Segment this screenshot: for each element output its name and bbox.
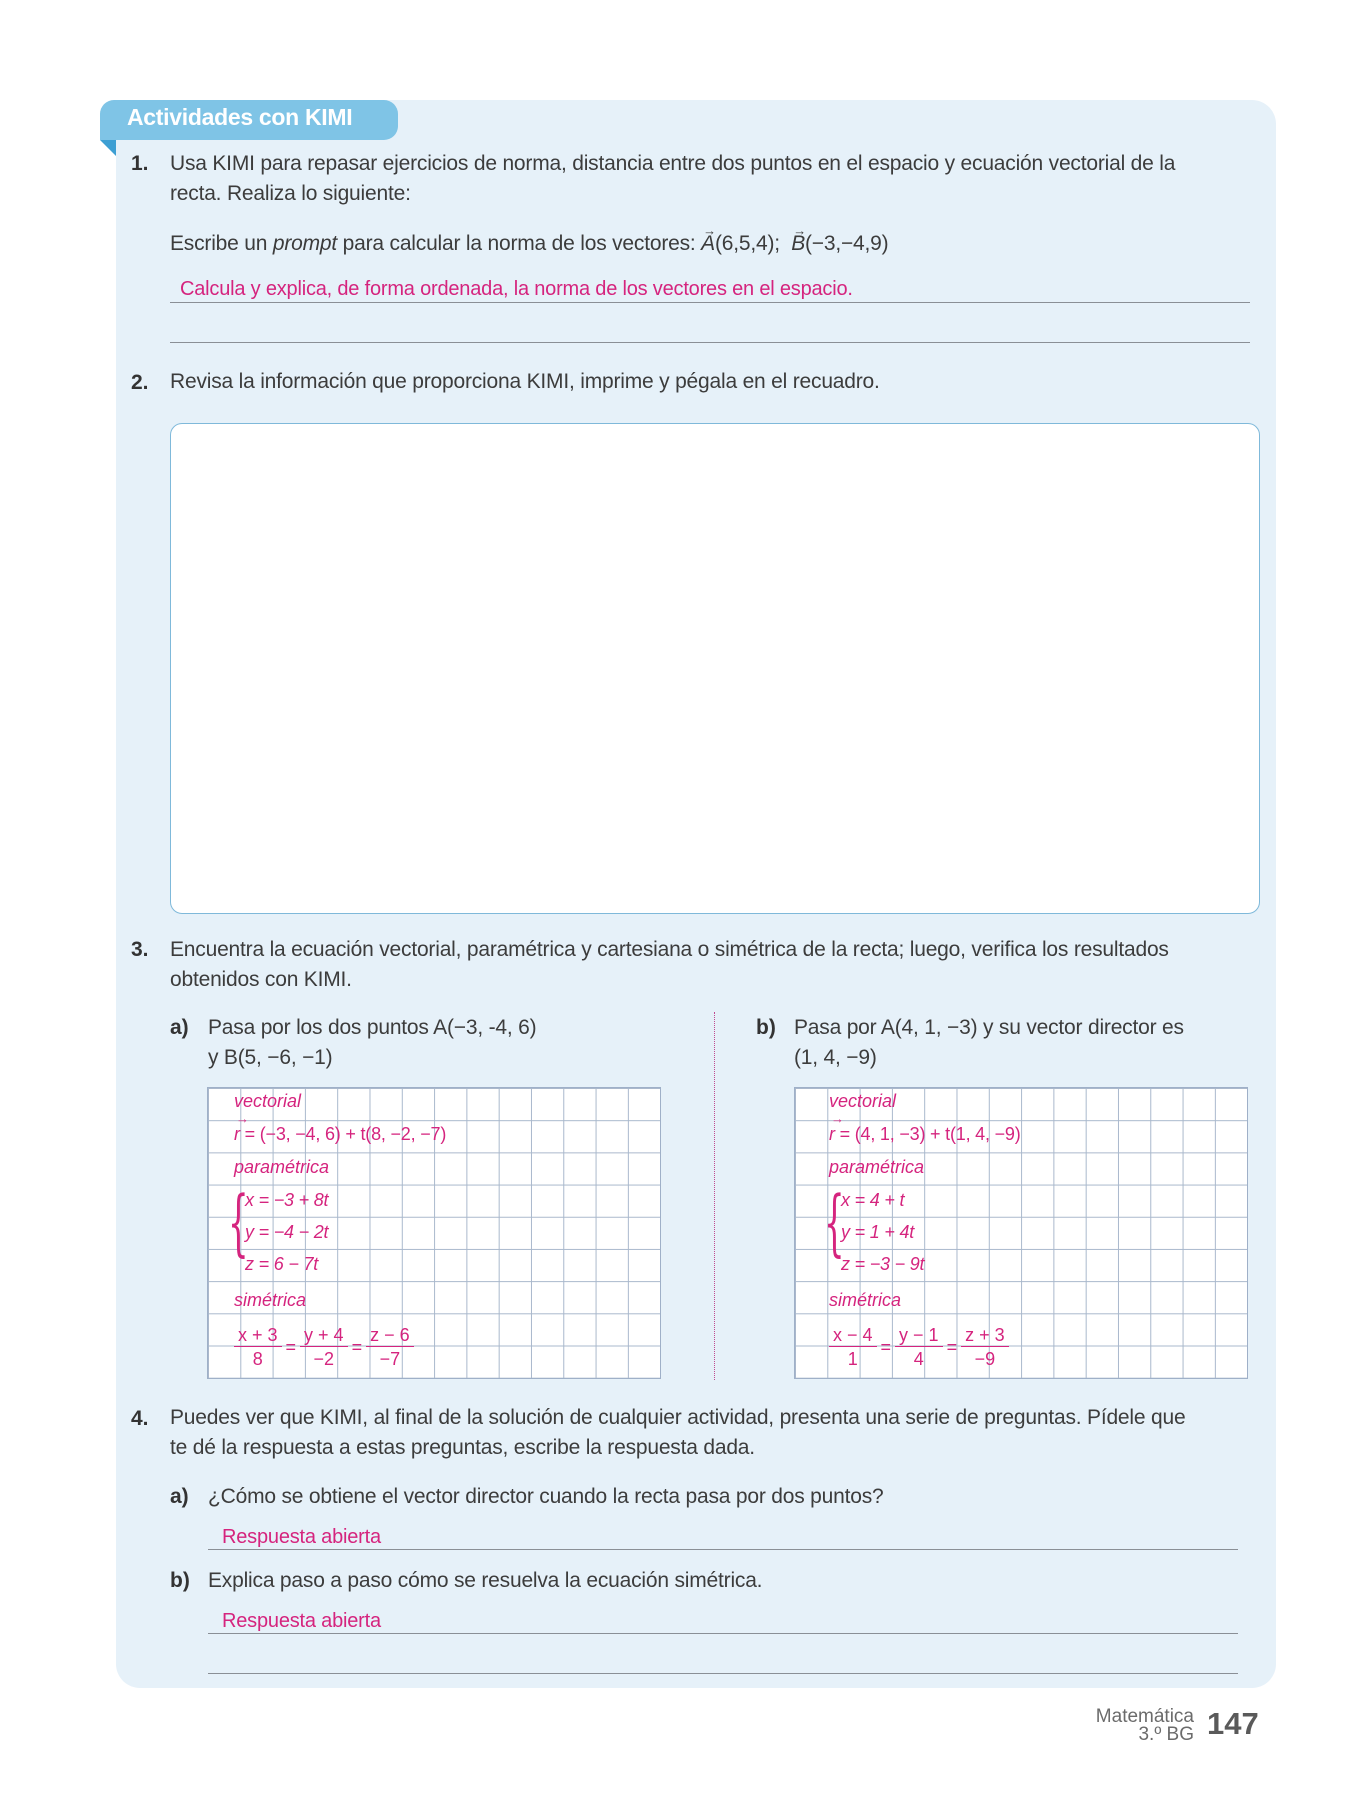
activity-4b-answer[interactable]: Respuesta abierta bbox=[222, 1610, 381, 1632]
footer-subject-name: Matemática bbox=[1095, 1706, 1194, 1727]
grid-b-vectorial-equation: → r = (4, 1, −3) + t(1, 4, −9) bbox=[829, 1124, 1021, 1145]
grid-a-parametrica-label: paramétrica bbox=[234, 1157, 330, 1177]
activity-3-text-line1: Encuentra la ecuación vectorial, paramétrica y cartesiana o simétrica de la recta; luego, verifica los resultados bbox=[170, 938, 1169, 961]
grid-a-symmetric-equation: $\frac{x + 3}{8}$ = $\frac{y + 4}{-2}$ = $\frac{z - 6}{-7}$ bbox=[234, 1324, 414, 1371]
paste-box[interactable] bbox=[170, 423, 1260, 914]
activity-4-text-line2: te dé la respuesta a estas preguntas, escribe la respuesta dada. bbox=[170, 1436, 755, 1459]
grid-b-param-x: x = 4 + t bbox=[841, 1190, 905, 1210]
activity-3b-text-line1: Pasa por A(4, 1, −3) y su vector director es bbox=[794, 1016, 1184, 1039]
activity-1-prompt-instruction bbox=[170, 229, 888, 259]
activity-1-answer[interactable]: Calcula y explica, de forma ordenada, la norma de los vectores en el espacio. bbox=[180, 278, 853, 300]
activity-2-number: 2. bbox=[131, 371, 149, 394]
brace-icon: { bbox=[228, 1180, 249, 1264]
grid-b-param-z: z = −3 − 9t bbox=[841, 1254, 925, 1274]
activity-4a-label: a) bbox=[170, 1485, 189, 1508]
column-divider bbox=[714, 1012, 715, 1380]
grid-b-simetrica-label: simétrica bbox=[829, 1290, 902, 1310]
activity-4-text-line1: Puedes ver que KIMI, al final de la solución de cualquier actividad, presenta una serie de preguntas. Pídele que bbox=[170, 1406, 1186, 1429]
prompt-italic: prompt bbox=[272, 232, 338, 255]
answer-line-1 bbox=[170, 302, 1250, 303]
vector-a-name: → A bbox=[701, 229, 715, 259]
activity-1-number: 1. bbox=[131, 152, 149, 175]
activity-4a-answer[interactable]: Respuesta abierta bbox=[222, 1526, 381, 1548]
activity-4b-question: Explica paso a paso cómo se resuelva la ecuación simétrica. bbox=[208, 1569, 763, 1592]
grid-a-param-x: x = −3 + 8t bbox=[245, 1190, 329, 1210]
brace-icon: { bbox=[824, 1180, 845, 1264]
prompt-post: para calcular la norma de los vectores: bbox=[337, 232, 702, 255]
activity-3a-text-line1: Pasa por los dos puntos A(−3, -4, 6) bbox=[208, 1016, 537, 1039]
footer-grade: 3.º BG bbox=[1138, 1724, 1194, 1745]
activity-3b-label: b) bbox=[756, 1016, 776, 1039]
grid-b-symmetric-equation: $\frac{x - 4}{1}$ = $\frac{y - 1}{4}$ = $\frac{z + 3}{-9}$ bbox=[829, 1324, 1009, 1371]
activity-3a-label: a) bbox=[170, 1016, 189, 1039]
footer-subject bbox=[1096, 1708, 1194, 1744]
grid-a-param-y: y = −4 − 2t bbox=[245, 1222, 329, 1242]
vector-b-coords: (−3,−4,9) bbox=[805, 232, 889, 255]
activity-2-text: Revisa la información que proporciona KIMI, imprime y pégala en el recuadro. bbox=[170, 370, 880, 393]
grid-a-vectorial-equation: → r = (−3, −4, 6) + t(8, −2, −7) bbox=[234, 1124, 446, 1145]
activity-3-number: 3. bbox=[131, 938, 149, 961]
prompt-pre: Escribe un bbox=[170, 232, 273, 255]
answer-line-4a bbox=[208, 1549, 1238, 1550]
grid-b-vectorial-label: vectorial bbox=[829, 1091, 897, 1111]
vector-b-name: → B bbox=[791, 229, 805, 259]
activity-3a-text-line2: y B(5, −6, −1) bbox=[208, 1046, 333, 1069]
grid-a-simetrica-label: simétrica bbox=[234, 1290, 307, 1310]
activity-3-text-line2: obtenidos con KIMI. bbox=[170, 968, 352, 991]
activity-4b-label: b) bbox=[170, 1569, 190, 1592]
page-number: 147 bbox=[1207, 1706, 1259, 1741]
grid-b-param-y: y = 1 + 4t bbox=[841, 1222, 915, 1242]
activity-1-text-line2: recta. Realiza lo siguiente: bbox=[170, 182, 411, 205]
answer-line-4b-2 bbox=[208, 1673, 1238, 1674]
answer-line-4b-1 bbox=[208, 1633, 1238, 1634]
grid-a-vectorial-label: vectorial bbox=[234, 1091, 302, 1111]
tab-fold-decoration bbox=[100, 140, 116, 156]
grid-a-param-z: z = 6 − 7t bbox=[245, 1254, 319, 1274]
activity-4-number: 4. bbox=[131, 1407, 149, 1430]
section-title: Actividades con KIMI bbox=[127, 104, 353, 130]
activity-1-text-line1: Usa KIMI para repasar ejercicios de norma, distancia entre dos puntos en el espacio y ecuación vectorial de la bbox=[170, 152, 1176, 175]
activity-3b-text-line2: (1, 4, −9) bbox=[794, 1046, 877, 1069]
vector-r-symbol: → r bbox=[829, 1124, 835, 1145]
activity-4a-question: ¿Cómo se obtiene el vector director cuando la recta pasa por dos puntos? bbox=[208, 1485, 884, 1508]
grid-b-parametrica-label: paramétrica bbox=[829, 1157, 925, 1177]
vector-a-coords: (6,5,4); bbox=[714, 232, 780, 255]
vector-r-symbol: → r bbox=[234, 1124, 240, 1145]
answer-line-2 bbox=[170, 342, 1250, 343]
